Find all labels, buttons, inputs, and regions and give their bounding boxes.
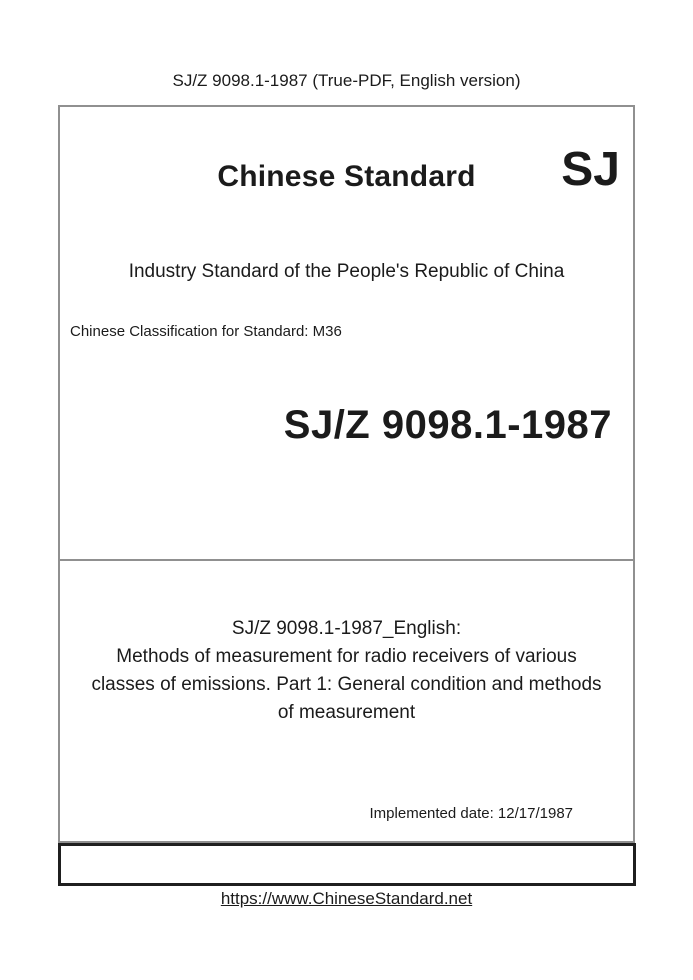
brand-title: Chinese Standard bbox=[217, 160, 476, 193]
classification-line: Chinese Classification for Standard: M36 bbox=[70, 323, 342, 340]
title-line-3: of measurement bbox=[277, 702, 416, 723]
standard-title-block bbox=[40, 615, 653, 727]
footer bbox=[0, 889, 693, 909]
page-header-text: SJ/Z 9098.1-1987 (True-PDF, English version) bbox=[172, 71, 521, 90]
section-divider-line bbox=[60, 559, 633, 561]
footer-url-link[interactable]: https://www.ChineseStandard.net bbox=[220, 889, 473, 908]
standard-number: SJ/Z 9098.1-1987 bbox=[283, 403, 612, 447]
organization-line: Industry Standard of the People's Republic of China bbox=[128, 261, 565, 282]
title-line-2: classes of emissions. Part 1: General condition and methods bbox=[91, 674, 602, 695]
title-line-1: Methods of measurement for radio receivers of various bbox=[116, 646, 577, 667]
sj-logo: SJ bbox=[561, 143, 620, 196]
title-line-english-label: SJ/Z 9098.1-1987_English: bbox=[231, 618, 462, 639]
empty-notes-box bbox=[58, 843, 636, 886]
implemented-date: Implemented date: 12/17/1987 bbox=[369, 805, 573, 822]
cover-frame bbox=[58, 105, 635, 843]
